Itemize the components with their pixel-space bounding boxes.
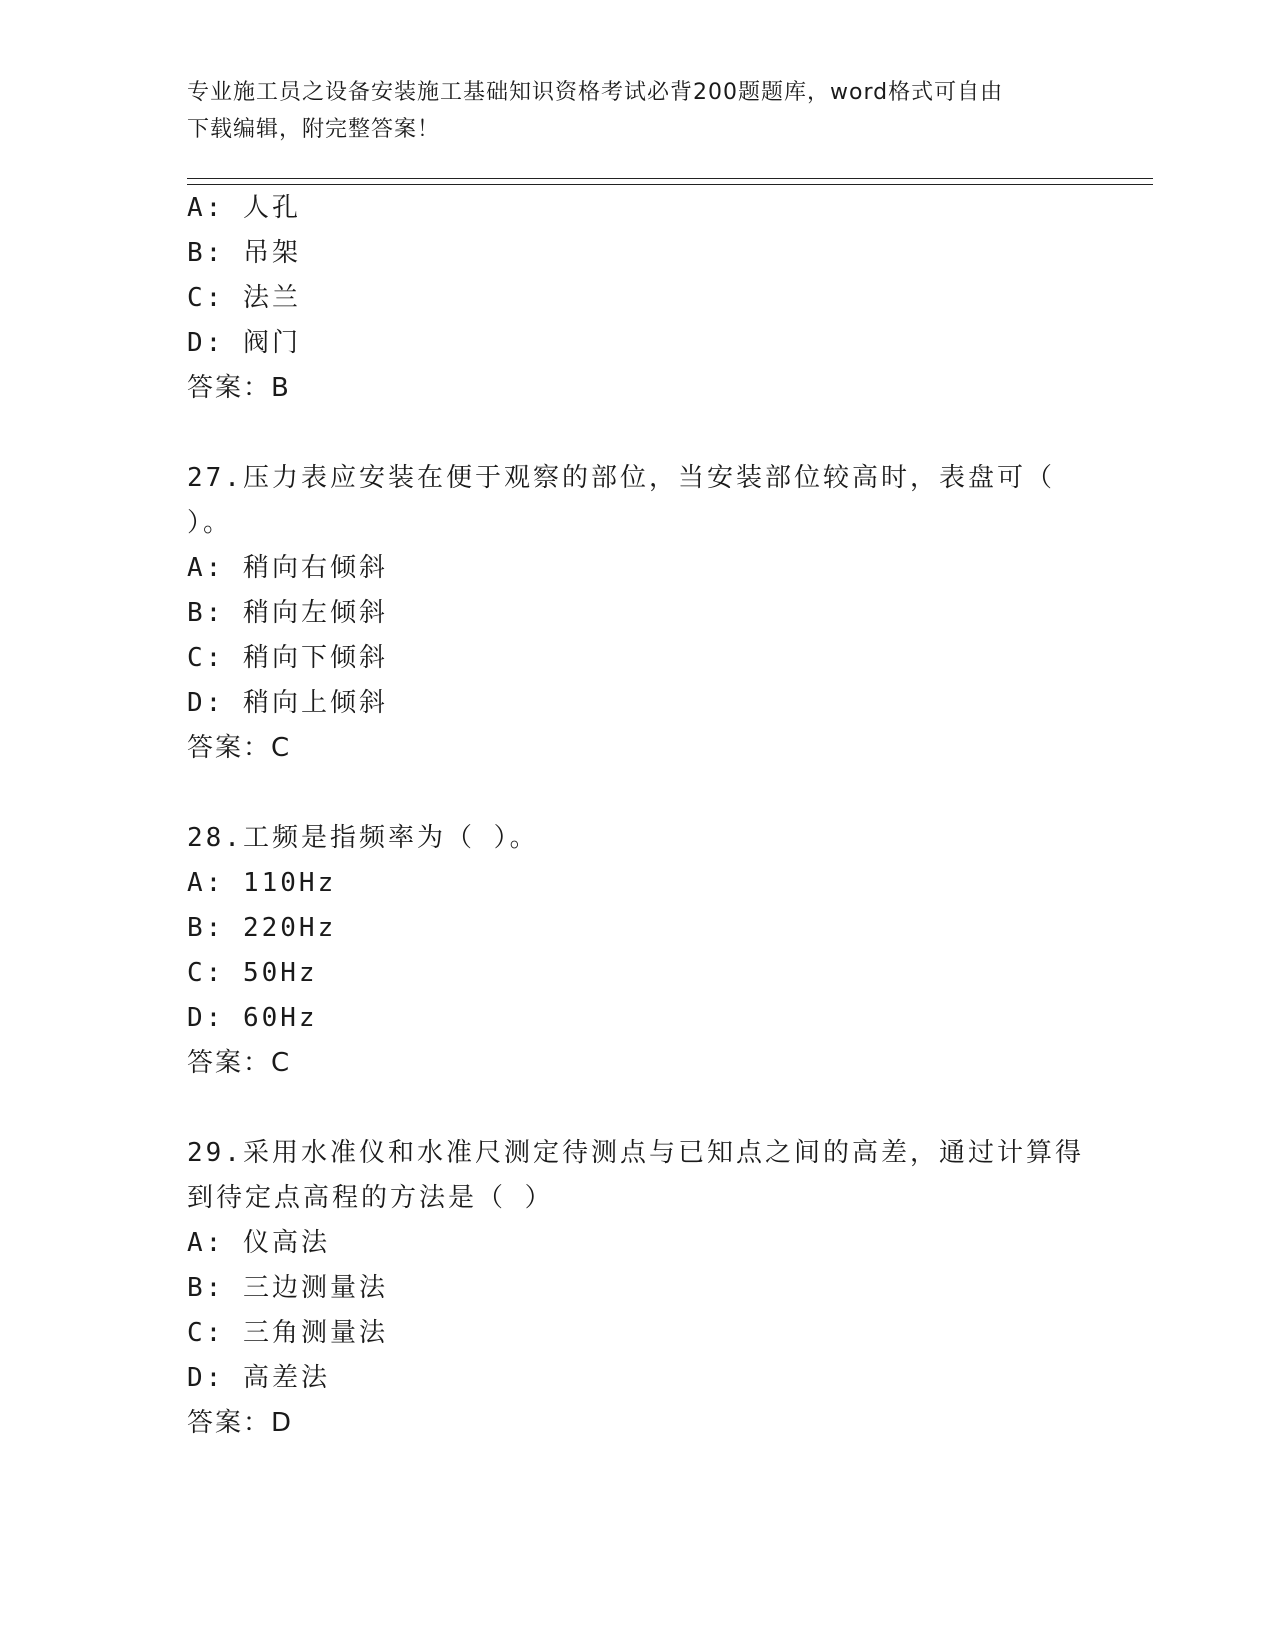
option-a: A: 人孔 bbox=[187, 193, 301, 223]
document-title bbox=[187, 74, 1067, 148]
option-c: C: 稍向下倾斜 bbox=[187, 643, 388, 673]
option-d: D: 阀门 bbox=[187, 328, 301, 358]
option-b: B: 三边测量法 bbox=[187, 1273, 388, 1303]
option-c: C: 法兰 bbox=[187, 283, 301, 313]
option-c: C: 50Hz bbox=[187, 958, 318, 988]
option-a: A: 110Hz bbox=[187, 868, 337, 898]
option-b: B: 吊架 bbox=[187, 238, 301, 268]
answer-label: 答案：C bbox=[187, 1048, 292, 1078]
question-27-text-line-2: ）。 bbox=[187, 508, 233, 538]
option-d: D: 高差法 bbox=[187, 1363, 330, 1393]
title-line-2: 下载编辑，附完整答案！ bbox=[187, 117, 441, 142]
question-29-text-line-1: 29.采用水准仪和水准尺测定待测点与已知点之间的高差，通过计算得 bbox=[187, 1138, 1084, 1168]
header-divider-bottom bbox=[187, 184, 1153, 185]
question-28-text: 28.工频是指频率为（ ）。 bbox=[187, 823, 539, 853]
title-line-1: 专业施工员之设备安装施工基础知识资格考试必背200题题库，word格式可自由 bbox=[187, 80, 1004, 105]
header-divider-top bbox=[187, 178, 1153, 179]
option-a: A: 仪高法 bbox=[187, 1228, 330, 1258]
answer-label: 答案：B bbox=[187, 373, 291, 403]
answer-label: 答案：C bbox=[187, 733, 292, 763]
option-a: A: 稍向右倾斜 bbox=[187, 553, 388, 583]
option-b: B: 220Hz bbox=[187, 913, 337, 943]
option-d: D: 稍向上倾斜 bbox=[187, 688, 388, 718]
answer-label: 答案：D bbox=[187, 1408, 294, 1438]
option-c: C: 三角测量法 bbox=[187, 1318, 388, 1348]
option-d: D: 60Hz bbox=[187, 1003, 318, 1033]
question-29-text-line-2: 到待定点高程的方法是（ ） bbox=[187, 1183, 554, 1213]
question-27-text-line-1: 27.压力表应安装在便于观察的部位，当安装部位较高时，表盘可（ bbox=[187, 463, 1055, 493]
option-b: B: 稍向左倾斜 bbox=[187, 598, 388, 628]
